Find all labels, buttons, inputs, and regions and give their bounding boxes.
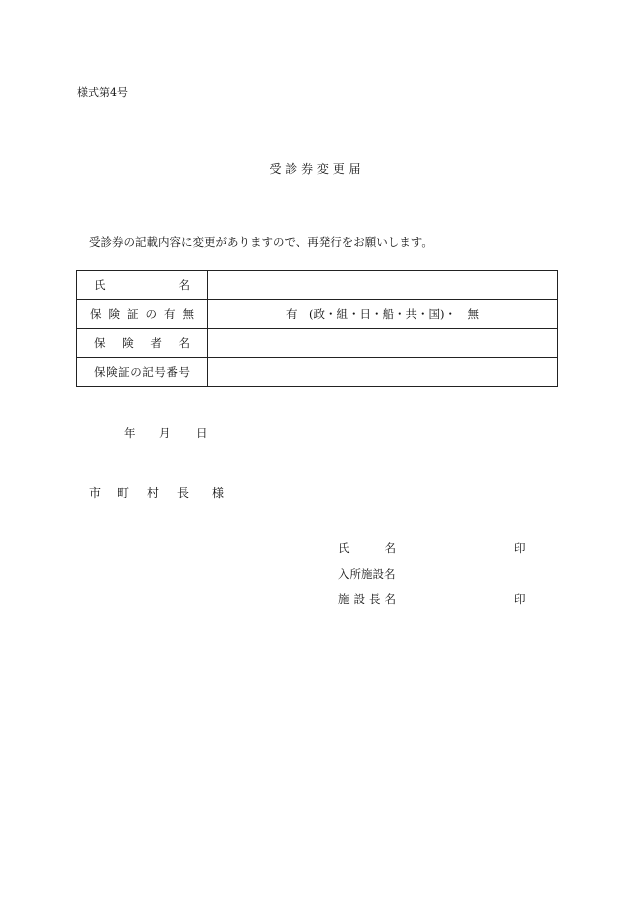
table-row — [77, 358, 558, 387]
card-number-label-cell — [77, 358, 208, 387]
signature-name-label-text: 氏 名 — [338, 541, 396, 555]
addressee-town: 町 — [117, 486, 130, 500]
table-row — [77, 300, 558, 329]
name-label: 氏 名 — [94, 278, 190, 292]
document-title: 受 診 券 変 更 届 — [269, 162, 361, 176]
seal-mark-1: 印 — [514, 541, 526, 555]
insurer-name-label-cell — [77, 329, 208, 358]
insurance-card-label: 保険証の有無 — [90, 307, 194, 321]
date-day: 日 — [196, 426, 208, 440]
insurance-card-value-cell[interactable]: 有 (政・組・日・船・共・国)・ 無 — [208, 300, 558, 329]
intro-text: 受診券の記載内容に変更がありますので、再発行をお願いします。 — [89, 235, 433, 249]
table-row — [77, 329, 558, 358]
insurer-name-label: 保険者名 — [94, 336, 190, 350]
director-name-label — [338, 591, 396, 607]
form-number: 様式第4号 — [77, 86, 128, 99]
insurer-name-value-cell[interactable] — [208, 329, 558, 358]
addressee-head: 長 — [177, 486, 190, 500]
name-label-cell — [77, 271, 208, 300]
insurance-card-label-cell — [77, 300, 208, 329]
date-year: 年 — [124, 426, 136, 440]
seal-mark-2: 印 — [514, 592, 526, 606]
card-number-label: 保険証の記号番号 — [94, 365, 190, 379]
info-table — [76, 270, 558, 387]
date-month: 月 — [159, 426, 171, 440]
name-value-cell[interactable] — [208, 271, 558, 300]
addressee-village: 村 — [147, 486, 160, 500]
card-number-value-cell[interactable] — [208, 358, 558, 387]
addressee-honorific: 様 — [212, 486, 225, 500]
facility-name-label: 入所施設名 — [338, 567, 396, 581]
signature-name-label — [338, 540, 396, 556]
addressee-city: 市 — [89, 486, 102, 500]
director-name-label-text: 施設長名 — [338, 592, 396, 606]
table-row — [77, 271, 558, 300]
